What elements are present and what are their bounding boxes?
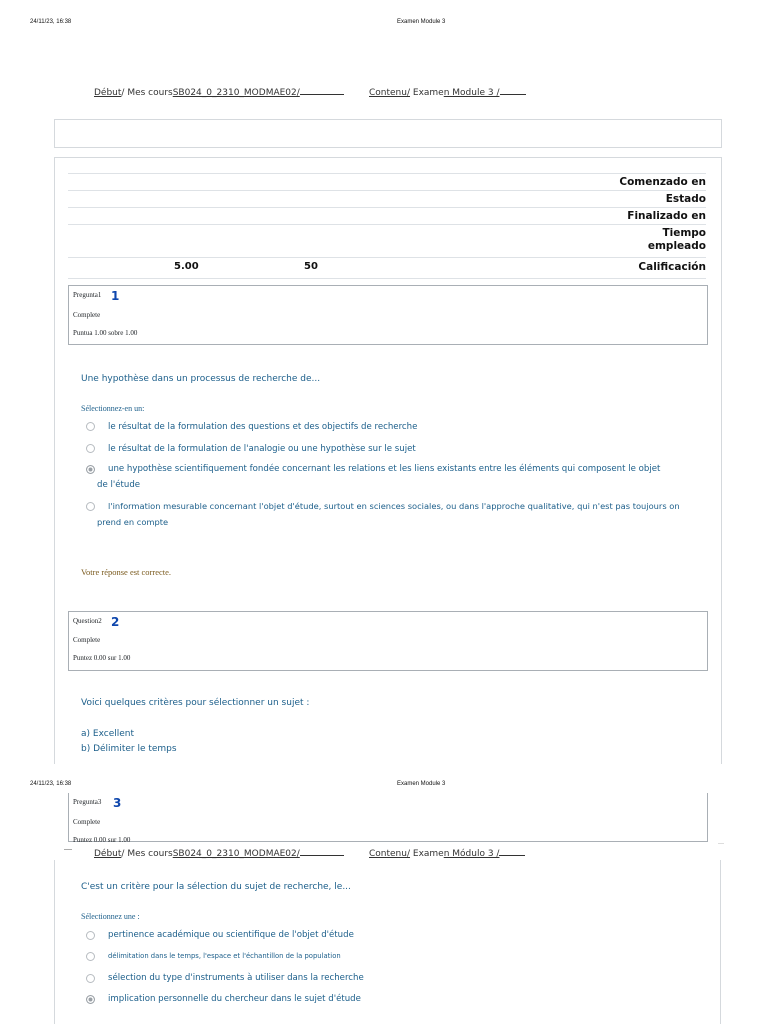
breadcrumb-exam-link[interactable]: n Módulo 3 / — [443, 849, 500, 859]
panel-right-border — [720, 860, 721, 1024]
question-2-text: Voici quelques critères pour sélectionner un sujet : — [81, 698, 310, 708]
question-3-info — [68, 793, 708, 842]
breadcrumb-underline-2 — [500, 87, 526, 95]
print-date-header: 24/11/23, 16:38 — [30, 781, 72, 787]
question-1-info — [68, 285, 708, 345]
breadcrumb-underline — [300, 848, 344, 856]
question-state: Complete — [73, 636, 101, 644]
option-radio-selected[interactable] — [86, 465, 95, 474]
question-label: Question2 — [73, 617, 102, 625]
breadcrumb-exam-link[interactable]: n Module 3 / — [443, 88, 500, 98]
breadcrumb-content-link[interactable]: Contenu/ — [369, 849, 411, 859]
question-mark: Puntez 0.00 sur 1.00 — [73, 654, 131, 662]
summary-label: Calificación — [638, 261, 706, 273]
breadcrumb-exam — [369, 87, 526, 98]
question-number: 3 — [113, 796, 122, 810]
question-label: Pregunta3 — [73, 798, 102, 806]
option-radio[interactable] — [86, 422, 95, 431]
summary-label: Tiempo empleado — [647, 227, 706, 252]
breadcrumb-home-link[interactable]: Début — [94, 849, 122, 859]
breadcrumb-home-link[interactable]: Début — [94, 88, 122, 98]
breadcrumb-underline-2 — [499, 848, 525, 856]
breadcrumb-my-courses[interactable]: / Mes cours — [121, 849, 173, 859]
answer-feedback: Votre réponse est correcte. — [81, 567, 171, 577]
summary-label: Estado — [665, 193, 706, 205]
option-radio-selected[interactable] — [86, 995, 95, 1004]
breadcrumb-exam — [369, 848, 525, 859]
divider — [718, 843, 724, 844]
breadcrumb-content-link[interactable]: Contenu/ — [369, 88, 411, 98]
select-one-label: Sélectionnez-en un: — [81, 404, 145, 413]
breadcrumb — [94, 87, 344, 98]
option-radio[interactable] — [86, 444, 95, 453]
criteria-item: b) Délimiter le temps — [81, 744, 177, 754]
answer-option[interactable]: pertinence académique ou scientifique de l'objet d'étude — [108, 930, 354, 940]
summary-label: Finalizado en — [627, 210, 706, 222]
answer-option[interactable]: implication personnelle du chercheur dans le sujet d'étude — [108, 994, 361, 1004]
answer-option[interactable]: délimitation dans le temps, l'espace et l'échantillon de la population — [108, 952, 341, 960]
option-radio[interactable] — [86, 931, 95, 940]
answer-option[interactable]: le résultat de la formulation de l'analogie ou une hypothèse sur le sujet — [108, 444, 416, 454]
breadcrumb-my-courses[interactable]: / Mes cours — [121, 88, 173, 98]
summary-row-state — [68, 190, 706, 208]
summary-row-time — [68, 224, 706, 258]
question-state: Complete — [73, 818, 101, 826]
answer-option[interactable]: sélection du type d'instruments à utiliser dans la recherche — [108, 973, 364, 983]
summary-row-finished — [68, 207, 706, 225]
print-date-header: 24/11/23, 16:38 — [30, 19, 72, 25]
print-title-header: Examen Module 3 — [397, 781, 446, 787]
question-mark: Puntua 1.00 sobre 1.00 — [73, 329, 138, 337]
breadcrumb-exam-prefix[interactable]: Exame — [410, 88, 444, 98]
question-state: Complete — [73, 311, 101, 319]
breadcrumb-exam-prefix[interactable]: Exame — [410, 849, 444, 859]
answer-option[interactable]: l'information mesurable concernant l'objet d'étude, surtout en sciences sociales, ou dans l'approche qualitative, qui n'est pas toujours on prend en compte — [97, 501, 680, 527]
grade-percent: 50 — [304, 261, 318, 272]
breadcrumb-course-link[interactable]: SB024_0_2310_MODMAE02/ — [172, 849, 300, 859]
summary-row-grade — [68, 257, 706, 279]
question-number: 1 — [111, 289, 120, 303]
panel-left-border — [54, 860, 55, 1024]
summary-label: Comenzado en — [619, 176, 706, 188]
option-radio[interactable] — [86, 502, 95, 511]
question-3-text: C'est un critère pour la sélection du sujet de recherche, le... — [81, 882, 351, 892]
summary-row-started — [68, 173, 706, 191]
criteria-item: a) Excellent — [81, 729, 134, 739]
print-title-header: Examen Module 3 — [397, 19, 446, 25]
question-number: 2 — [111, 615, 120, 629]
question-mark: Puntez 0.00 sur 1.00 — [73, 836, 131, 844]
breadcrumb — [94, 848, 344, 859]
question-label: Pregunta1 — [73, 291, 102, 299]
answer-option[interactable]: le résultat de la formulation des questions et des objectifs de recherche — [108, 422, 418, 432]
question-2-info — [68, 611, 708, 671]
grade-value: 5.00 — [174, 261, 199, 272]
answer-option[interactable]: une hypothèse scientifiquement fondée concernant les relations et les liens existants entre les éléments qui composent le objet de l'étude — [97, 464, 661, 490]
option-radio[interactable] — [86, 974, 95, 983]
breadcrumb-underline — [300, 87, 344, 95]
option-radio[interactable] — [86, 952, 95, 961]
empty-header-panel — [54, 119, 722, 148]
breadcrumb-course-link[interactable]: SB024_0_2310_MODMAE02/ — [172, 88, 300, 98]
select-one-label: Sélectionnez une : — [81, 912, 140, 921]
divider — [64, 849, 72, 850]
question-1-text: Une hypothèse dans un processus de recherche de... — [81, 374, 321, 384]
